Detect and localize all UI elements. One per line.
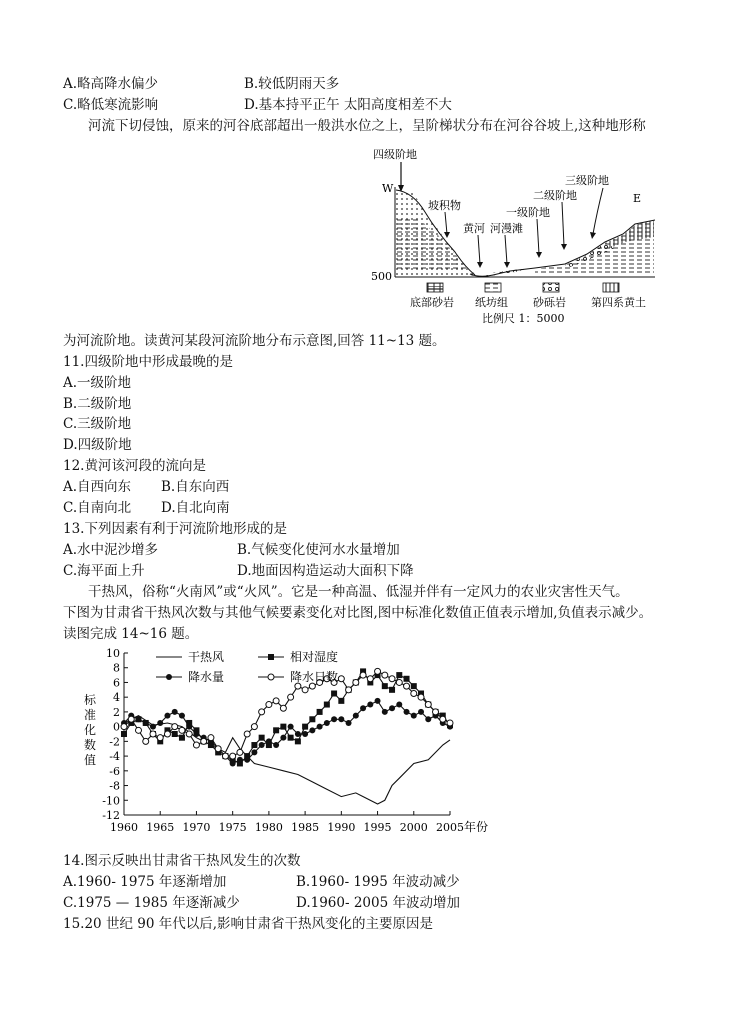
data-point-1 (172, 731, 178, 737)
legend-sandstone: 底部砂岩 (410, 296, 454, 309)
data-point-3 (179, 727, 185, 733)
data-point-3 (295, 683, 301, 689)
x-tick-label: 1995 (363, 821, 392, 834)
label-west: W (382, 182, 394, 195)
data-point-2 (411, 713, 417, 719)
data-point-1 (273, 727, 279, 733)
data-point-1 (389, 687, 395, 693)
data-point-2 (273, 742, 279, 748)
data-point-2 (375, 698, 381, 704)
data-point-2 (396, 702, 402, 708)
data-point-2 (324, 720, 330, 726)
y-axis-label-char: 准 (83, 708, 97, 722)
data-point-2 (317, 724, 323, 730)
data-point-3 (404, 683, 410, 689)
q11-option-d: D.四级阶地 (63, 437, 132, 453)
data-point-3 (259, 709, 265, 715)
y-tick-label: 6 (113, 676, 120, 690)
q13-option-d: D.地面因构造运动大面积下降 (237, 563, 414, 579)
data-point-3 (396, 679, 402, 685)
y-tick-label: 10 (106, 647, 120, 660)
data-point-2 (295, 731, 301, 737)
y-axis-label-char: 值 (83, 753, 97, 767)
q12-option-a: A.自西向东 (63, 479, 132, 495)
data-point-2 (179, 713, 185, 719)
option-d: D.基本持平正午 太阳高度相差不大 (244, 97, 452, 113)
data-point-1 (280, 724, 286, 730)
legend-gravel: 砂砾岩 (533, 296, 566, 309)
data-point-3 (150, 731, 156, 737)
data-point-2 (288, 724, 294, 730)
data-point-3 (433, 709, 439, 715)
data-point-2 (172, 709, 178, 715)
q11-option-c: C.三级阶地 (63, 416, 132, 432)
wind-intro-line3: 读图完成 14~16 题。 (63, 626, 199, 642)
data-point-2 (230, 760, 236, 766)
data-point-1 (382, 683, 388, 689)
data-point-2 (135, 716, 141, 722)
data-point-1 (396, 672, 402, 678)
option-b: B.较低阴雨天多 (244, 76, 340, 92)
legend-marker (268, 654, 274, 660)
data-point-3 (375, 668, 381, 674)
legend-label: 干热风 (188, 650, 225, 664)
data-point-3 (266, 702, 272, 708)
data-point-2 (150, 724, 156, 730)
data-point-1 (338, 698, 344, 704)
data-point-2 (418, 709, 424, 715)
data-point-2 (389, 705, 395, 711)
data-point-3 (230, 753, 236, 759)
label-first-terrace: 一级阶地 (506, 206, 550, 219)
y-tick-label: -10 (102, 794, 120, 808)
data-point-3 (237, 749, 243, 755)
y-tick-label: -6 (109, 764, 120, 778)
label-second-terrace: 二级阶地 (533, 189, 577, 202)
data-point-1 (324, 702, 330, 708)
data-point-2 (353, 713, 359, 719)
data-point-3 (193, 742, 199, 748)
data-point-2 (302, 731, 308, 737)
data-point-3 (172, 724, 178, 730)
label-elevation: 500 (371, 270, 392, 283)
data-point-3 (208, 735, 214, 741)
data-point-3 (389, 676, 395, 682)
data-point-1 (259, 735, 265, 741)
q14-option-c: C.1975 — 1985 年逐渐减少 (63, 895, 240, 911)
x-tick-label: 2000 (399, 821, 428, 834)
y-axis-label-char: 化 (83, 723, 97, 737)
x-tick-label: 1960 (110, 821, 138, 834)
q11-option-a: A.一级阶地 (63, 375, 132, 391)
data-point-1 (331, 691, 337, 697)
legend-label: 降水日数 (290, 670, 339, 684)
data-point-3 (280, 705, 286, 711)
data-point-3 (164, 731, 170, 737)
q12-option-c: C.自南向北 (63, 500, 132, 516)
x-tick-label: 1980 (254, 821, 283, 834)
data-point-3 (121, 724, 127, 730)
y-axis-label-char: 标 (83, 693, 97, 707)
terrace-intro-line2: 为河流阶地。读黄河某段河流阶地分布示意图,回答 11~13 题。 (63, 333, 446, 349)
q13-stem: 13.下列因素有利于河流阶地形成的是 (63, 521, 287, 537)
q14-option-d: D.1960- 2005 年波动增加 (296, 895, 460, 911)
y-tick-label: -12 (102, 809, 120, 822)
x-tick-label: 1990 (327, 821, 356, 834)
legend-swatch-sandstone (427, 283, 443, 292)
y-tick-label: -4 (109, 750, 120, 764)
data-point-1 (288, 735, 294, 741)
q11-stem: 11.四级阶地中形成最晚的是 (63, 354, 233, 370)
data-point-2 (244, 757, 250, 763)
data-point-3 (186, 731, 192, 737)
data-point-1 (295, 738, 301, 744)
y-tick-label: 8 (113, 661, 120, 675)
data-point-2 (331, 716, 337, 722)
q13-option-c: C.海平面上升 (63, 563, 145, 579)
label-third-terrace: 三级阶地 (565, 174, 609, 187)
q14-option-b: B.1960- 1995 年波动减少 (296, 874, 460, 890)
data-point-3 (425, 702, 431, 708)
data-point-3 (302, 687, 308, 693)
data-point-3 (411, 691, 417, 697)
y-tick-label: -8 (109, 779, 120, 793)
x-tick-label: 1975 (218, 821, 247, 834)
y-tick-label: 2 (113, 705, 120, 719)
q13-option-b: B.气候变化使河水水量增加 (237, 542, 400, 558)
legend-swatch-shale (485, 283, 501, 292)
data-point-1 (179, 735, 185, 741)
y-axis-label-char: 数 (83, 738, 97, 752)
x-tick-label: 1965 (146, 821, 175, 834)
data-point-3 (440, 716, 446, 722)
dry-hot-wind-chart (78, 645, 518, 845)
data-point-3 (353, 679, 359, 685)
river-terrace-diagram (365, 142, 675, 327)
data-point-1 (302, 724, 308, 730)
x-axis-label: 年份 (464, 820, 489, 834)
legend-swatch-loess (603, 283, 619, 292)
label-fourth-terrace: 四级阶地 (373, 148, 417, 161)
option-c: C.略低寒流影响 (63, 97, 159, 113)
wind-intro-line1: 干热风，俗称“火南风”或“火风”。它是一种高温、低湿并伴有一定风力的农业灾害性天气。 (88, 584, 629, 600)
data-point-1 (251, 742, 257, 748)
y-tick-label: 0 (113, 720, 120, 734)
data-point-3 (157, 735, 163, 741)
label-floodplain: 河漫滩 (490, 222, 523, 235)
data-point-3 (309, 683, 315, 689)
data-point-2 (193, 731, 199, 737)
data-point-3 (273, 698, 279, 704)
data-point-3 (367, 676, 373, 682)
q15-stem: 15.20 世纪 90 年代以后,影响甘肃省干热风变化的主要原因是 (63, 916, 433, 932)
data-point-2 (367, 702, 373, 708)
x-tick-label: 2005 (436, 821, 464, 834)
data-point-3 (447, 720, 453, 726)
data-point-3 (338, 676, 344, 682)
data-point-3 (346, 687, 352, 693)
data-point-2 (164, 713, 170, 719)
data-point-1 (121, 731, 127, 737)
label-yellow-river: 黄河 (463, 222, 485, 235)
data-point-2 (309, 727, 315, 733)
data-point-1 (404, 676, 410, 682)
legend-loess: 第四系黄土 (591, 296, 646, 309)
data-point-2 (251, 749, 257, 755)
data-point-3 (382, 672, 388, 678)
y-tick-label: 4 (113, 691, 120, 705)
terrace-intro-line1: 河流下切侵蚀，原来的河谷底部超出一般洪水位之上，呈阶梯状分布在河谷谷坡上,这种地形称 (88, 118, 646, 134)
q11-option-b: B.二级阶地 (63, 396, 132, 412)
q12-option-d: D.自北向南 (161, 500, 230, 516)
q14-stem: 14.图示反映出甘肃省干热风发生的次数 (63, 853, 301, 869)
legend-shale: 纸坊组 (475, 296, 508, 309)
data-point-2 (360, 705, 366, 711)
legend-marker (268, 674, 274, 680)
label-slope-deposit: 坡积物 (428, 199, 461, 212)
data-point-1 (317, 709, 323, 715)
q14-option-a: A.1960- 1975 年逐渐增加 (63, 874, 227, 890)
data-point-2 (186, 724, 192, 730)
data-point-3 (288, 694, 294, 700)
data-point-2 (266, 738, 272, 744)
data-point-3 (360, 672, 366, 678)
x-tick-label: 1970 (182, 821, 211, 834)
legend-swatch-gravel (543, 283, 559, 292)
legend-marker (166, 674, 172, 680)
data-point-2 (382, 709, 388, 715)
option-a: A.略高降水偏少 (63, 76, 159, 92)
diagram-scale: 比例尺 1：5000 (482, 312, 565, 325)
data-point-3 (244, 731, 250, 737)
wind-intro-line2: 下图为甘肃省干热风次数与其他气候要素变化对比图,图中标准化数值正值表示增加,负值表示减少。 (63, 605, 653, 621)
data-point-3 (135, 727, 141, 733)
data-point-2 (338, 716, 344, 722)
x-tick-label: 1985 (291, 821, 320, 834)
data-point-2 (425, 716, 431, 722)
data-point-1 (411, 683, 417, 689)
data-point-2 (346, 720, 352, 726)
data-point-3 (128, 716, 134, 722)
data-point-3 (215, 746, 221, 752)
data-point-3 (418, 694, 424, 700)
q12-stem: 12.黄河该河段的流向是 (63, 458, 206, 474)
q12-option-b: B.自东向西 (161, 479, 230, 495)
data-point-2 (157, 720, 163, 726)
data-point-2 (259, 742, 265, 748)
label-east: E (633, 192, 642, 205)
data-point-2 (237, 757, 243, 763)
data-point-3 (143, 738, 149, 744)
legend-label: 降水量 (188, 670, 225, 684)
q13-option-a: A.水中泥沙增多 (63, 542, 159, 558)
data-point-2 (280, 735, 286, 741)
data-point-2 (143, 720, 149, 726)
data-point-3 (222, 753, 228, 759)
y-tick-label: -2 (109, 735, 120, 749)
legend-label: 相对湿度 (290, 650, 339, 664)
data-point-1 (309, 716, 315, 722)
data-point-3 (251, 724, 257, 730)
data-point-3 (201, 738, 207, 744)
data-point-2 (404, 709, 410, 715)
